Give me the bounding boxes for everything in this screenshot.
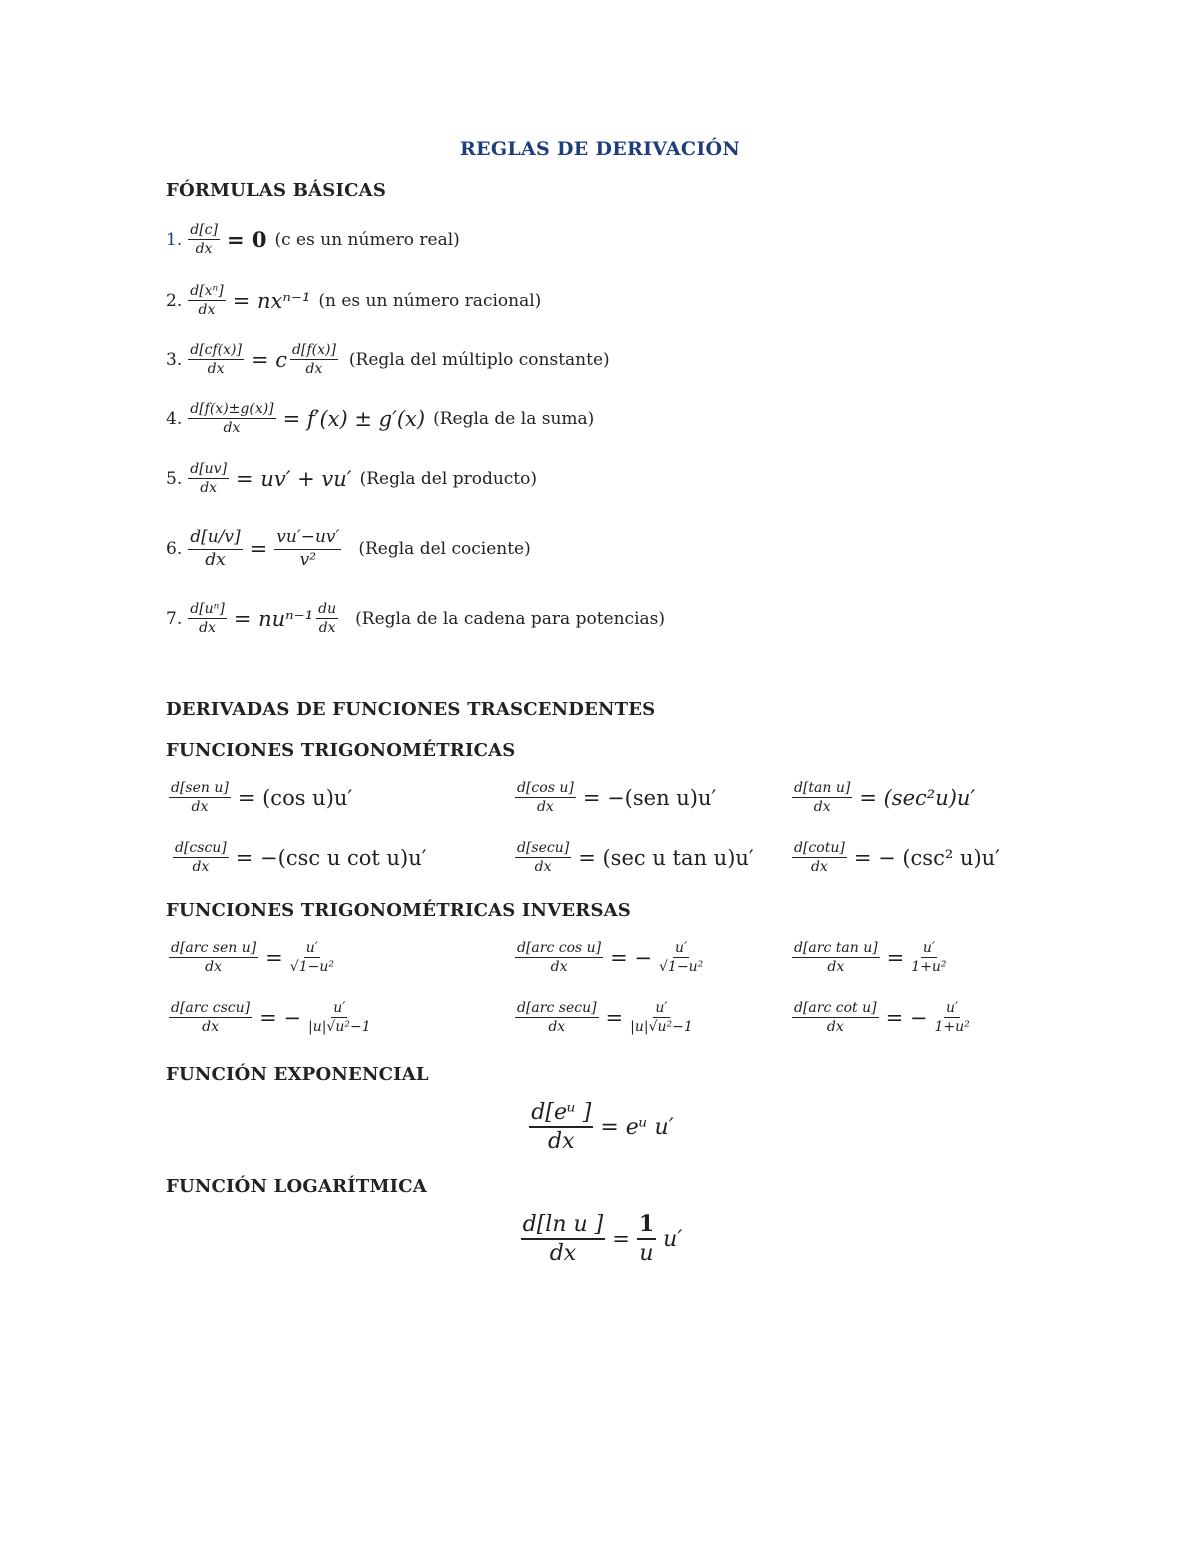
basic-formula-6: 6. $\frac{d[u/v]}{dx}$ = $\frac{vu'-uv'}{\text{v²}}$ (Regla del cociente): [166, 527, 531, 570]
trig-tan: $\frac{\text{d[tan u]}}{dx}$ = (sec²u)u′: [794, 780, 976, 816]
trig-sen: $\frac{\text{d[sen u]}}{dx}$ = (cos u)u′: [171, 780, 353, 816]
basic-formula-2: 2. $\frac{\text{d[xⁿ]}}{dx}$ = nxⁿ⁻¹ (n es un número racional): [166, 283, 542, 319]
inv-arctan: $\frac{\text{d[arc tan u]}}{dx}$ = $\frac{u'}{\text{1+u²}}$: [794, 940, 947, 976]
section-trig-title: FUNCIONES TRIGONOMÉTRICAS: [166, 740, 516, 761]
page-title: REGLAS DE DERIVACIÓN: [459, 138, 741, 160]
basic-formula-3: 3. $\frac{d[cf(x)]}{dx}$ = c $\frac{d[f(x)]}{dx}$ (Regla del múltiplo constante): [166, 342, 610, 378]
trig-csc: $\frac{d[\csc u]}{dx}$ = −(csc u cot u)u′: [175, 840, 427, 876]
section-log-title: FUNCIÓN LOGARÍTMICA: [166, 1176, 427, 1197]
section-inv-title: FUNCIONES TRIGONOMÉTRICAS INVERSAS: [166, 900, 632, 921]
basic-formula-5: 5. $\frac{d[uv]}{dx}$ = uv′ + vu′ (Regla del producto): [166, 461, 538, 497]
trig-sec: $\frac{d[\sec u]}{dx}$ = (sec u tan u)u′: [517, 840, 754, 876]
section-exp-title: FUNCIÓN EXPONENCIAL: [166, 1064, 429, 1085]
basic-formula-1: 1. $\frac{d[c]}{dx}$ = 0 (c es un número real): [166, 222, 460, 258]
trig-cot: $\frac{d[\cot u]}{dx}$ = − (csc² u)u′: [794, 840, 1000, 876]
log-formula: $\frac{\text{d[ln u ]}}{dx}$ = $\frac{1}{u}$ u′: [522, 1211, 683, 1267]
inv-arcsen: $\frac{\text{d[arc sen u]}}{dx}$ = $\frac{u'}{\text{√1−u²}}$: [171, 940, 334, 976]
exp-formula: $\frac{\text{d[eᵘ ]}}{dx}$ = eᵘ u′: [531, 1100, 674, 1155]
section-trans-title: DERIVADAS DE FUNCIONES TRASCENDENTES: [166, 699, 656, 720]
inv-arcsec: $\frac{\text{d[arc secu]}}{dx}$ = $\frac{u'}{\text{|u|√u²−1}}$: [517, 1000, 693, 1036]
inv-arccot: $\frac{\text{d[arc cot u]}}{dx}$ = − $\frac{u'}{\text{1+u²}}$: [794, 1000, 970, 1036]
basic-formula-7: 7. $\frac{\text{d[uⁿ]}}{dx}$ = nuⁿ⁻¹ $\frac{du}{dx}$ (Regla de la cadena para potencias): [166, 601, 665, 637]
basic-formula-4: 4. $\frac{d[f(x)\pm g(x)]}{dx}$ = f′(x) ± g′(x) (Regla de la suma): [166, 401, 595, 437]
section-basic-title: FÓRMULAS BÁSICAS: [166, 180, 387, 201]
trig-cos: $\frac{\text{d[cos u]}}{dx}$ = −(sen u)u′: [517, 780, 717, 816]
inv-arccsc: $\frac{\text{d[arc cscu]}}{dx}$ = − $\frac{u'}{\text{|u|√u²−1}}$: [171, 1000, 371, 1036]
inv-arccos: $\frac{\text{d[arc cos u]}}{dx}$ = − $\frac{u'}{\text{√1−u²}}$: [517, 940, 704, 976]
